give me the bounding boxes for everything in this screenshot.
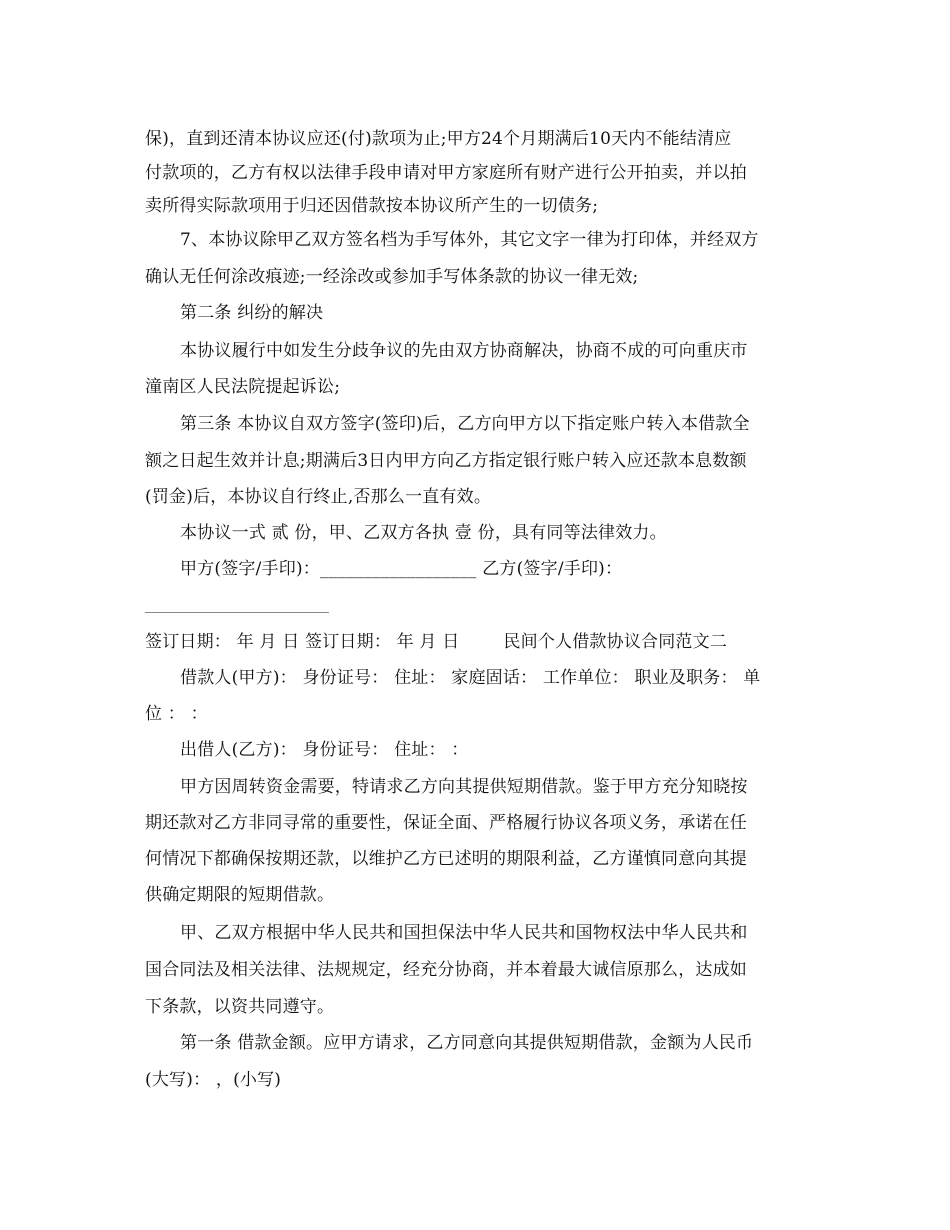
text-line: 第一条 借款金额。应甲方请求，乙方同意向其提供短期借款，金额为人民币 — [180, 1033, 754, 1053]
section-heading: 第二条 纠纷的解决 — [180, 303, 324, 323]
text-line: 潼南区人民法院提起诉讼; — [145, 377, 341, 397]
signature-line: 甲方(签字/手印)：__________________ 乙方(签字/手印)： — [180, 559, 623, 579]
text-line: 供确定期限的短期借款。 — [145, 885, 335, 905]
signature-blank-line — [145, 612, 329, 613]
text-line: 本协议履行中如发生分歧争议的先由双方协商解决，协商不成的可向重庆市 — [180, 341, 748, 361]
text-line: 甲、乙双方根据中华人民共和国担保法中华人民共和国物权法中华人民共和 — [180, 923, 748, 943]
text-line: 下条款，以资共同遵守。 — [145, 997, 335, 1017]
text-line: 何情况下都确保按期还款，以维护乙方已述明的期限利益，乙方谨慎同意向其提 — [145, 849, 747, 869]
text-line: 本协议一式 贰 份，甲、乙双方各执 壹 份，具有同等法律效力。 — [180, 523, 667, 543]
text-line: 保)，直到还清本协议应还(付)款项为止;甲方24个月期满后10天内不能结清应 — [145, 129, 732, 149]
text-line: 甲方因周转资金需要，特请求乙方向其提供短期借款。鉴于甲方充分知晓按 — [180, 777, 748, 797]
text-line: 付款项的，乙方有权以法律手段申请对甲方家庭所有财产进行公开拍卖，并以拍 — [145, 163, 747, 183]
text-line: 卖所得实际款项用于归还因借款按本协议所产生的一切债务; — [145, 196, 599, 216]
text-line: (大写)： ，(小写) — [145, 1070, 282, 1090]
document-subtitle: 民间个人借款协议合同范文二 — [503, 632, 728, 652]
text-line: 7、本协议除甲乙双方签名档为手写体外，其它文字一律为打印体，并经双方 — [180, 230, 759, 250]
text-line: 借款人(甲方)： 身份证号： 住址： 家庭固话： 工作单位： 职业及职务： 单 — [180, 668, 761, 688]
text-line: 额之日起生效并计息;期满后3日内甲方向乙方指定银行账户转入应还款本息数额 — [145, 451, 747, 471]
signing-date-line — [145, 630, 727, 654]
text-line: (罚金)后，本协议自行终止,否那么一直有效。 — [145, 487, 492, 507]
text-line: 国合同法及相关法律、法规规定，经充分协商，并本着最大诚信原那么，达成如 — [145, 960, 747, 980]
text-line: 确认无任何涂改痕迹;一经涂改或参加手写体条款的协议一律无效; — [145, 267, 639, 287]
text-line: 期还款对乙方非同寻常的重要性，保证全面、严格履行协议各项义务，承诺在任 — [145, 813, 747, 833]
signing-dates: 签订日期： 年 月 日 签订日期： 年 月 日 — [145, 632, 460, 652]
text-line: 第三条 本协议自双方签字(签印)后，乙方向甲方以下指定账户转入本借款全 — [180, 414, 750, 434]
text-line: 位 ： ： — [145, 704, 208, 724]
text-line: 出借人(乙方)： 身份证号： 住址： ： — [180, 740, 469, 760]
